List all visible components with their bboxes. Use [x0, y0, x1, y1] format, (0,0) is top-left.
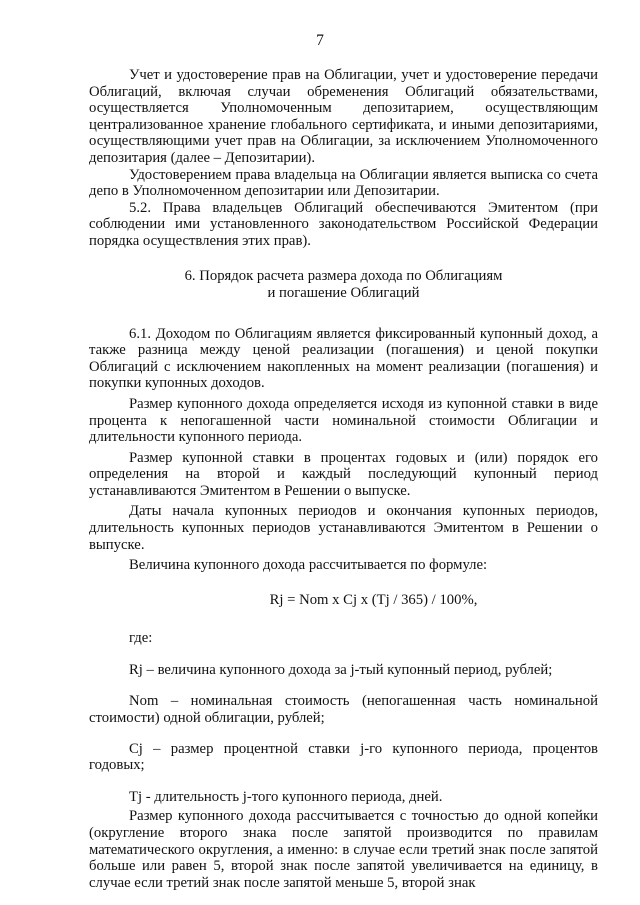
- paragraph-rounding: Размер купонного дохода рассчитывается с точностью до одной копейки (округление второго знака после запятой производится по правилам математического округления, а именно: в случае если третий знак после запятой больше или равен 5, второй знак после запятой увеличивается на единицу, в случае если третий знак после запятой меньше 5, второй знак: [89, 808, 598, 891]
- definition-tj: Tj - длительность j-того купонного периода, дней.: [129, 788, 443, 805]
- coupon-formula: Rj = Nom x Cj x (Tj / 365) / 100%,: [269, 591, 478, 608]
- paragraph-5-2: 5.2. Права владельцев Облигаций обеспечиваются Эмитентом (при соблюдении ими установленного законодательством Российской Федерации порядка осуществления этих прав).: [89, 199, 598, 249]
- paragraph-rights-accounting: Учет и удостоверение прав на Облигации, учет и удостоверение передачи Облигаций, включая случаи обременения Облигаций обязательствами, осуществляется Уполномоченным депозитарием, осуществляющим централизованное хранение глобального сертификата, и иными депозитариями, осуществляющими учет прав на Облигации, за исключением Уполномоченного депозитария (далее – Депозитарии).: [89, 67, 598, 166]
- document-body: [89, 67, 598, 891]
- formula-where-label: где:: [129, 630, 153, 647]
- paragraph-formula-intro: Величина купонного дохода рассчитывается по формуле:: [129, 557, 488, 574]
- page-number: 7: [316, 32, 324, 49]
- paragraph-rights-certification: Удостоверением права владельца на Облигации является выписка со счета депо в Уполномоченном депозитарии или Депозитарии.: [89, 166, 598, 200]
- paragraph-6-1: 6.1. Доходом по Облигациям является фиксированный купонный доход, а также разница между ценой реализации (погашения) и ценой покупки Облигаций с исключением накопленных на момент реализации (погашения) и покупки купонных доходов.: [89, 325, 598, 392]
- section-heading-line-2: и погашение Облигаций: [267, 284, 420, 301]
- section-heading: [89, 268, 598, 302]
- section-heading-line-1: 6. Порядок расчета размера дохода по Облигациям: [184, 267, 503, 284]
- paragraph-coupon-dates: Даты начала купонных периодов и окончания купонных периодов, длительность купонных периодов устанавливаются Эмитентом в Решении о выпуске.: [89, 503, 598, 553]
- paragraph-coupon-rate: Размер купонной ставки в процентах годовых и (или) порядок его определения на второй и каждый последующий купонный период устанавливаются Эмитентом в Решении о выпуске.: [89, 449, 598, 499]
- paragraph-coupon-size: Размер купонного дохода определяется исходя из купонной ставки в виде процента к непогашенной части номинальной стоимости Облигации и длительности купонного периода.: [89, 395, 598, 446]
- definition-nom: Nom – номинальная стоимость (непогашенная часть номинальной стоимости) одной облигации, рублей;: [89, 693, 598, 726]
- definition-rj: Rj – величина купонного дохода за j-тый купонный период, рублей;: [129, 661, 553, 678]
- definition-cj: Cj – размер процентной ставки j-го купонного периода, процентов годовых;: [89, 740, 598, 774]
